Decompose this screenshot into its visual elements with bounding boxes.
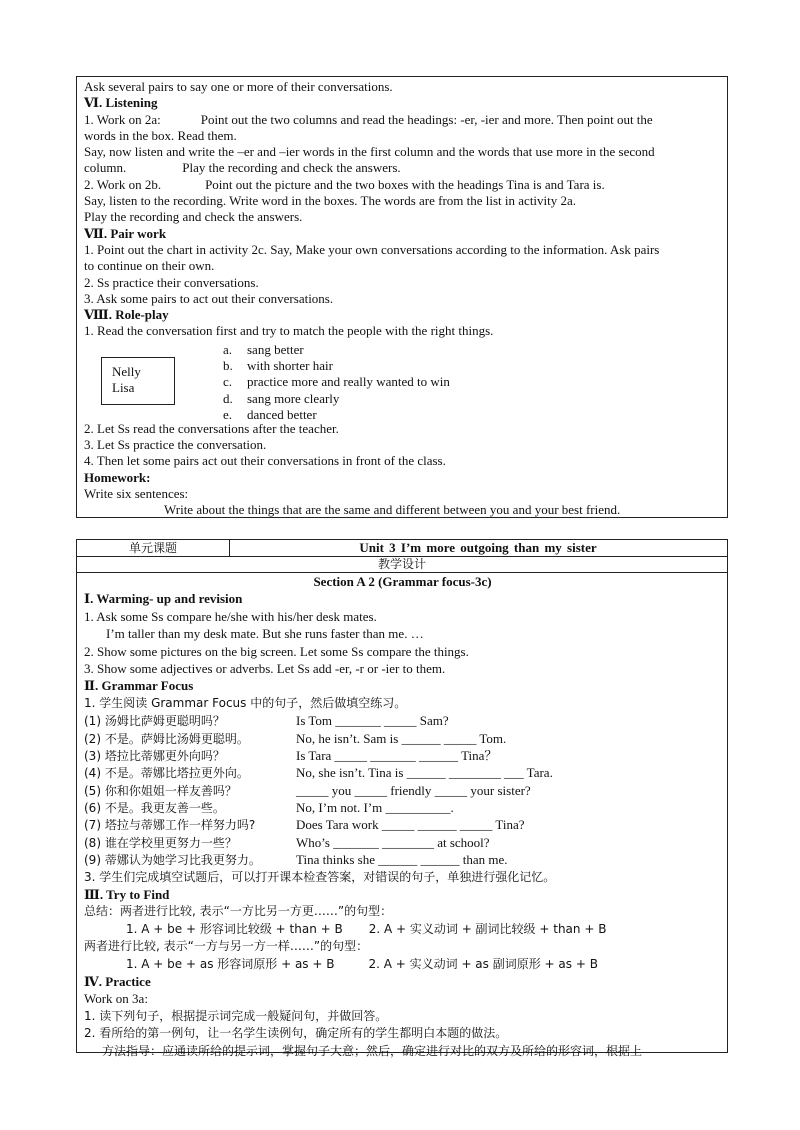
practice-line: Work on 3a: [84,991,148,1007]
role-play-line: 4. Then let some pairs act out their conversations in front of the class. [84,453,446,469]
option-label: d. [223,390,233,406]
listening-line: Play the recording and check the answers. [84,209,303,225]
listening-line [84,177,721,193]
homework-line: Write six sentences: [84,485,189,501]
pair-work-line: to continue on their own. [84,258,215,274]
homework-heading: Homework: [84,469,151,485]
option-label: e. [223,406,233,422]
grammar-item-chinese: (5) 你和你姐姐一样友善吗？ [84,783,237,798]
listening-line [84,112,721,128]
grammar-item [84,764,721,781]
listening-step-label: 1. Work on 2a: [84,111,161,127]
practice-line: 2. 看所给的第一例句，让一名学生读例句，确定所有的学生都明白本题的做法。 [84,1026,508,1041]
grammar-item [84,730,721,747]
listening-step-label: 2. Work on 2b. [84,176,162,192]
option-item [223,358,450,374]
listening-heading: Ⅵ. Listening [84,95,158,111]
role-play-line: 3. Let Ss practice the conversation. [84,437,267,453]
pattern: 2. A + 实义动词 + 副词比较级 + than + B [368,921,607,936]
try-line: 总结：两者进行比较, 表示“一方比另一方更……”的句型： [84,904,393,919]
listening-line: Say, now listen and write the –er and –ier words in the first column and the words that use more in the second [84,144,655,160]
grammar-item-english: No, she isn’t. Tina is ______ ________ ___ Tara. [296,765,553,781]
option-label: b. [223,358,233,374]
option-item [223,407,450,423]
warming-line: 1. Ask some Ss compare he/she with his/her desk mates. [84,608,377,624]
grammar-item-english: Is Tara _____ _______ ______ Tina？ [296,747,498,763]
pattern: 1. A + be + 形容词比较级 + than + B [126,921,343,936]
try-line [84,956,721,973]
grammar-item-chinese: (4) 不是。蒂娜比塔拉更外向。 [84,766,249,781]
grammar-item-english: _____ you _____ friendly _____ your sister? [296,782,531,798]
grammar-item-english: No, he isn’t. Sam is ______ _____ Tom. [296,730,507,746]
homework-line: Write about the things that are the same and different between you and your best friend. [164,502,621,518]
unit-header-row [77,540,727,557]
option-label: a. [223,342,233,357]
warming-line: 3. Show some adjectives or adverbs. Let Ss add -er, -r or -ier to them. [84,660,446,676]
names-box [101,357,175,405]
section-title: Section A 2 (Grammar focus-3c) [313,574,492,589]
lesson-plan-box-top [76,76,728,518]
design-label: 教学设计 [77,557,727,573]
option-text: danced better [247,406,317,422]
option-item [223,391,450,407]
grammar-item [84,782,721,799]
listening-step-text: Play the recording and check the answers. [182,160,401,176]
pair-work-line: 3. Ask some pairs to act out their conversations. [84,290,334,306]
grammar-item [84,834,721,851]
practice-heading: Ⅳ. Practice [84,973,151,989]
grammar-item-english: Tina thinks she ______ ______ than me. [296,852,508,868]
grammar-item [84,816,721,833]
listening-step-text: Point out the two columns and read the headings: -er, -ier and more. Then point out the [200,111,653,127]
listening-line [84,160,721,176]
option-label: c. [223,374,233,390]
role-play-line: 1. Read the conversation first and try to match the people with the right things. [84,323,494,339]
pattern: 2. A + 实义动词 + as 副词原形 + as + B [368,956,598,971]
grammar-item-chinese: (9) 蒂娜认为她学习比我更努力。 [84,853,261,868]
grammar-item-english: Does Tara work _____ ______ _____ Tina? [296,817,525,833]
option-text: sang more clearly [247,390,340,406]
grammar-item-english: No, I’m not. I’m __________. [296,800,454,816]
grammar-item-chinese: (3) 塔拉比蒂娜更外向吗？ [84,748,225,763]
grammar-item-chinese: (6) 不是。我更友善一些。 [84,801,225,816]
warming-line: I’m taller than my desk mate. But she runs faster than me. … [106,626,424,642]
name-item: Lisa [112,380,135,395]
try-heading: Ⅲ. Try to Find [84,887,170,903]
grammar-item [84,799,721,816]
unit-label: 单元课题 [77,540,230,556]
pair-work-heading: Ⅶ. Pair work [84,225,167,241]
warming-line: 2. Show some pictures on the big screen. Let some Ss compare the things. [84,643,469,659]
grammar-item-chinese: (2) 不是。萨姆比汤姆更聪明。 [84,731,249,746]
grammar-intro: 1. 学生阅读 Grammar Focus 中的句子，然后做填空练习。 [84,695,407,710]
intro-line: Ask several pairs to say one or more of their conversations. [84,79,393,94]
option-item [223,374,450,390]
warming-heading: Ⅰ. Warming- up and revision [84,591,243,607]
lesson-body [77,573,727,1060]
grammar-item [84,712,721,729]
option-text: practice more and really wanted to win [247,374,450,390]
option-text: with shorter hair [247,358,333,374]
listening-line: Say, listen to the recording. Write word in the boxes. The words are from the list in activity 2a. [84,193,577,209]
grammar-item-chinese: (1) 汤姆比萨姆更聪明吗？ [84,714,225,729]
grammar-item [84,747,721,764]
grammar-line: 3. 学生们完成填空试题后，可以打开课本检查答案，对错误的句子，单独进行强化记忆。 [84,869,556,884]
match-options [223,342,450,423]
try-line [84,921,721,938]
grammar-item-english: Who’s _______ ________ at school? [296,834,490,850]
grammar-item-chinese: (7) 塔拉与蒂娜工作一样努力吗? [84,818,256,833]
grammar-heading: Ⅱ. Grammar Focus [84,678,194,694]
try-line: 两者进行比较, 表示“一方与另一方一样……”的句型： [84,939,369,954]
listening-line: words in the box. Read them. [84,127,237,143]
practice-line: 方法指导：应通读所给的提示词，掌握句子大意；然后，确定进行对比的双方及所给的形容词，根据上 [102,1043,643,1058]
lesson-plan-box-bottom [76,539,728,1058]
name-item: Nelly [112,364,141,379]
grammar-item-chinese: (8) 谁在学校里更努力一些？ [84,835,237,850]
grammar-item-english: Is Tom _______ _____ Sam? [296,713,449,729]
listening-step-label: column. [84,160,127,176]
listening-step-text: Point out the picture and the two boxes with the headings Tina is and Tara is. [205,176,605,192]
unit-title: Unit 3 I’m more outgoing than my sister [359,540,597,555]
pattern: 1. A + be + as 形容词原形 + as + B [126,956,335,971]
option-text: sang better [247,342,304,357]
pair-work-line: 2. Ss practice their conversations. [84,274,259,290]
pair-work-line: 1. Point out the chart in activity 2c. Say, Make your own conversations according to the information. Ask pairs [84,241,660,257]
option-item [223,342,450,358]
practice-line: 1. 读下列句子，根据提示词完成一般疑问句，并做回答。 [84,1008,388,1023]
role-play-heading: Ⅷ. Role-play [84,307,169,323]
role-play-line: 2. Let Ss read the conversations after the teacher. [84,420,339,436]
grammar-item [84,851,721,868]
